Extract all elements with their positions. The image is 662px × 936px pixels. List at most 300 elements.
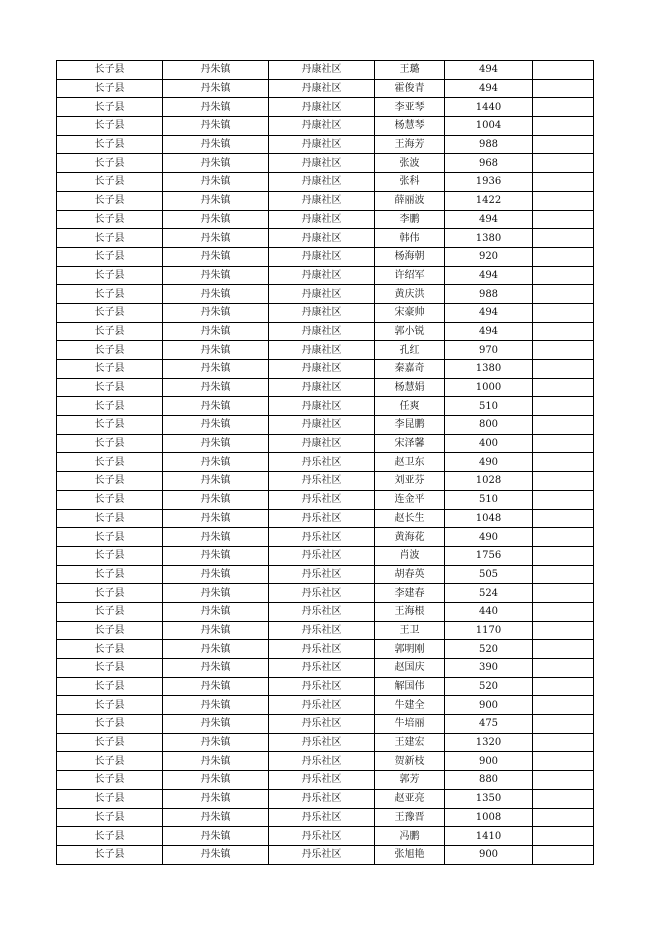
- county-cell: 长子县: [57, 378, 163, 397]
- table-row: [57, 154, 594, 173]
- note-cell: [533, 752, 594, 771]
- amount-cell: 494: [445, 79, 533, 98]
- town-cell: 丹朱镇: [163, 79, 269, 98]
- note-cell: [533, 677, 594, 696]
- name-cell: 张波: [375, 154, 445, 173]
- note-cell: [533, 602, 594, 621]
- name-cell: 王海根: [375, 602, 445, 621]
- name-cell: 王璐: [375, 61, 445, 80]
- town-cell: 丹朱镇: [163, 771, 269, 790]
- town-cell: 丹朱镇: [163, 845, 269, 864]
- amount-cell: 968: [445, 154, 533, 173]
- county-cell: 长子县: [57, 266, 163, 285]
- town-cell: 丹朱镇: [163, 659, 269, 678]
- county-cell: 长子县: [57, 247, 163, 266]
- amount-cell: 520: [445, 640, 533, 659]
- county-cell: 长子县: [57, 509, 163, 528]
- community-cell: 丹乐社区: [269, 621, 375, 640]
- table-row: [57, 490, 594, 509]
- name-cell: 李建春: [375, 584, 445, 603]
- community-cell: 丹康社区: [269, 285, 375, 304]
- note-cell: [533, 98, 594, 117]
- note-cell: [533, 621, 594, 640]
- note-cell: [533, 191, 594, 210]
- community-cell: 丹康社区: [269, 210, 375, 229]
- town-cell: 丹朱镇: [163, 490, 269, 509]
- amount-cell: 494: [445, 61, 533, 80]
- community-cell: 丹乐社区: [269, 715, 375, 734]
- table-row: [57, 659, 594, 678]
- town-cell: 丹朱镇: [163, 789, 269, 808]
- town-cell: 丹朱镇: [163, 565, 269, 584]
- town-cell: 丹朱镇: [163, 135, 269, 154]
- name-cell: 赵长生: [375, 509, 445, 528]
- county-cell: 长子县: [57, 696, 163, 715]
- county-cell: 长子县: [57, 117, 163, 136]
- name-cell: 赵国庆: [375, 659, 445, 678]
- community-cell: 丹康社区: [269, 378, 375, 397]
- name-cell: 王豫晋: [375, 808, 445, 827]
- table-row: [57, 322, 594, 341]
- name-cell: 杨慧娟: [375, 378, 445, 397]
- note-cell: [533, 696, 594, 715]
- county-cell: 长子县: [57, 360, 163, 379]
- amount-cell: 490: [445, 453, 533, 472]
- county-cell: 长子县: [57, 154, 163, 173]
- table-row: [57, 378, 594, 397]
- note-cell: [533, 546, 594, 565]
- town-cell: 丹朱镇: [163, 341, 269, 360]
- table-row: [57, 565, 594, 584]
- community-cell: 丹乐社区: [269, 752, 375, 771]
- community-cell: 丹乐社区: [269, 845, 375, 864]
- note-cell: [533, 135, 594, 154]
- county-cell: 长子县: [57, 565, 163, 584]
- amount-cell: 900: [445, 752, 533, 771]
- town-cell: 丹朱镇: [163, 98, 269, 117]
- county-cell: 长子县: [57, 677, 163, 696]
- community-cell: 丹乐社区: [269, 509, 375, 528]
- note-cell: [533, 584, 594, 603]
- community-cell: 丹乐社区: [269, 827, 375, 846]
- town-cell: 丹朱镇: [163, 322, 269, 341]
- county-cell: 长子县: [57, 397, 163, 416]
- town-cell: 丹朱镇: [163, 303, 269, 322]
- amount-cell: 1422: [445, 191, 533, 210]
- amount-cell: 800: [445, 416, 533, 435]
- table-row: [57, 808, 594, 827]
- note-cell: [533, 397, 594, 416]
- community-cell: 丹乐社区: [269, 789, 375, 808]
- amount-cell: 1170: [445, 621, 533, 640]
- town-cell: 丹朱镇: [163, 154, 269, 173]
- name-cell: 王卫: [375, 621, 445, 640]
- town-cell: 丹朱镇: [163, 266, 269, 285]
- amount-cell: 475: [445, 715, 533, 734]
- name-cell: 肖波: [375, 546, 445, 565]
- town-cell: 丹朱镇: [163, 378, 269, 397]
- county-cell: 长子县: [57, 79, 163, 98]
- amount-cell: 510: [445, 490, 533, 509]
- county-cell: 长子县: [57, 98, 163, 117]
- note-cell: [533, 416, 594, 435]
- name-cell: 赵卫东: [375, 453, 445, 472]
- amount-cell: 494: [445, 322, 533, 341]
- county-cell: 长子县: [57, 229, 163, 248]
- amount-cell: 494: [445, 210, 533, 229]
- amount-cell: 988: [445, 135, 533, 154]
- note-cell: [533, 509, 594, 528]
- name-cell: 牛培丽: [375, 715, 445, 734]
- name-cell: 郭芳: [375, 771, 445, 790]
- community-cell: 丹康社区: [269, 303, 375, 322]
- name-cell: 霍俊青: [375, 79, 445, 98]
- note-cell: [533, 434, 594, 453]
- town-cell: 丹朱镇: [163, 434, 269, 453]
- county-cell: 长子县: [57, 659, 163, 678]
- community-cell: 丹乐社区: [269, 453, 375, 472]
- town-cell: 丹朱镇: [163, 472, 269, 491]
- community-cell: 丹乐社区: [269, 696, 375, 715]
- community-cell: 丹乐社区: [269, 584, 375, 603]
- note-cell: [533, 490, 594, 509]
- community-cell: 丹康社区: [269, 61, 375, 80]
- table-row: [57, 771, 594, 790]
- community-cell: 丹乐社区: [269, 565, 375, 584]
- county-cell: 长子县: [57, 322, 163, 341]
- town-cell: 丹朱镇: [163, 827, 269, 846]
- note-cell: [533, 378, 594, 397]
- amount-cell: 1000: [445, 378, 533, 397]
- amount-cell: 1380: [445, 229, 533, 248]
- amount-cell: 880: [445, 771, 533, 790]
- amount-cell: 400: [445, 434, 533, 453]
- table-row: [57, 341, 594, 360]
- town-cell: 丹朱镇: [163, 509, 269, 528]
- name-cell: 黄海花: [375, 528, 445, 547]
- note-cell: [533, 565, 594, 584]
- county-cell: 长子县: [57, 490, 163, 509]
- community-cell: 丹乐社区: [269, 640, 375, 659]
- name-cell: 许绍军: [375, 266, 445, 285]
- note-cell: [533, 266, 594, 285]
- note-cell: [533, 771, 594, 790]
- note-cell: [533, 247, 594, 266]
- note-cell: [533, 117, 594, 136]
- name-cell: 王建宏: [375, 733, 445, 752]
- table-row: [57, 360, 594, 379]
- community-cell: 丹康社区: [269, 341, 375, 360]
- note-cell: [533, 808, 594, 827]
- note-cell: [533, 303, 594, 322]
- amount-cell: 1004: [445, 117, 533, 136]
- name-cell: 李亚琴: [375, 98, 445, 117]
- table-row: [57, 584, 594, 603]
- community-cell: 丹康社区: [269, 229, 375, 248]
- note-cell: [533, 472, 594, 491]
- town-cell: 丹朱镇: [163, 752, 269, 771]
- community-cell: 丹乐社区: [269, 771, 375, 790]
- county-cell: 长子县: [57, 416, 163, 435]
- amount-cell: 494: [445, 266, 533, 285]
- town-cell: 丹朱镇: [163, 117, 269, 136]
- name-cell: 牛建全: [375, 696, 445, 715]
- community-cell: 丹乐社区: [269, 472, 375, 491]
- note-cell: [533, 210, 594, 229]
- town-cell: 丹朱镇: [163, 733, 269, 752]
- name-cell: 刘亚芬: [375, 472, 445, 491]
- name-cell: 张旭艳: [375, 845, 445, 864]
- town-cell: 丹朱镇: [163, 453, 269, 472]
- county-cell: 长子县: [57, 341, 163, 360]
- community-cell: 丹康社区: [269, 135, 375, 154]
- amount-cell: 1320: [445, 733, 533, 752]
- town-cell: 丹朱镇: [163, 229, 269, 248]
- table-row: [57, 247, 594, 266]
- county-cell: 长子县: [57, 453, 163, 472]
- county-cell: 长子县: [57, 285, 163, 304]
- community-cell: 丹乐社区: [269, 528, 375, 547]
- amount-cell: 520: [445, 677, 533, 696]
- community-cell: 丹康社区: [269, 173, 375, 192]
- county-cell: 长子县: [57, 771, 163, 790]
- note-cell: [533, 154, 594, 173]
- town-cell: 丹朱镇: [163, 360, 269, 379]
- name-cell: 李鹏: [375, 210, 445, 229]
- amount-cell: 1756: [445, 546, 533, 565]
- name-cell: 王海芳: [375, 135, 445, 154]
- county-cell: 长子县: [57, 191, 163, 210]
- amount-cell: 920: [445, 247, 533, 266]
- name-cell: 解国伟: [375, 677, 445, 696]
- county-cell: 长子县: [57, 602, 163, 621]
- county-cell: 长子县: [57, 827, 163, 846]
- roster-table: [56, 60, 594, 865]
- table-row: [57, 117, 594, 136]
- amount-cell: 970: [445, 341, 533, 360]
- note-cell: [533, 640, 594, 659]
- county-cell: 长子县: [57, 715, 163, 734]
- amount-cell: 494: [445, 303, 533, 322]
- county-cell: 长子县: [57, 789, 163, 808]
- community-cell: 丹康社区: [269, 247, 375, 266]
- county-cell: 长子县: [57, 808, 163, 827]
- name-cell: 黄庆洪: [375, 285, 445, 304]
- amount-cell: 1350: [445, 789, 533, 808]
- amount-cell: 1028: [445, 472, 533, 491]
- community-cell: 丹康社区: [269, 360, 375, 379]
- note-cell: [533, 322, 594, 341]
- table-row: [57, 827, 594, 846]
- town-cell: 丹朱镇: [163, 546, 269, 565]
- roster-table-body: [57, 61, 594, 865]
- table-row: [57, 453, 594, 472]
- community-cell: 丹乐社区: [269, 602, 375, 621]
- name-cell: 孔红: [375, 341, 445, 360]
- table-row: [57, 191, 594, 210]
- town-cell: 丹朱镇: [163, 602, 269, 621]
- town-cell: 丹朱镇: [163, 677, 269, 696]
- note-cell: [533, 789, 594, 808]
- town-cell: 丹朱镇: [163, 416, 269, 435]
- name-cell: 连金平: [375, 490, 445, 509]
- county-cell: 长子县: [57, 135, 163, 154]
- table-row: [57, 528, 594, 547]
- community-cell: 丹乐社区: [269, 659, 375, 678]
- note-cell: [533, 659, 594, 678]
- name-cell: 秦嘉奇: [375, 360, 445, 379]
- name-cell: 宋豪帅: [375, 303, 445, 322]
- community-cell: 丹乐社区: [269, 677, 375, 696]
- county-cell: 长子县: [57, 584, 163, 603]
- table-row: [57, 416, 594, 435]
- community-cell: 丹乐社区: [269, 546, 375, 565]
- amount-cell: 1048: [445, 509, 533, 528]
- name-cell: 胡春英: [375, 565, 445, 584]
- amount-cell: 490: [445, 528, 533, 547]
- community-cell: 丹康社区: [269, 416, 375, 435]
- name-cell: 郭小锐: [375, 322, 445, 341]
- county-cell: 长子县: [57, 61, 163, 80]
- community-cell: 丹康社区: [269, 434, 375, 453]
- amount-cell: 1440: [445, 98, 533, 117]
- town-cell: 丹朱镇: [163, 696, 269, 715]
- name-cell: 郭明刚: [375, 640, 445, 659]
- community-cell: 丹乐社区: [269, 733, 375, 752]
- amount-cell: 900: [445, 696, 533, 715]
- name-cell: 李昆鹏: [375, 416, 445, 435]
- county-cell: 长子县: [57, 621, 163, 640]
- name-cell: 任爽: [375, 397, 445, 416]
- name-cell: 冯鹏: [375, 827, 445, 846]
- table-row: [57, 79, 594, 98]
- county-cell: 长子县: [57, 472, 163, 491]
- community-cell: 丹康社区: [269, 322, 375, 341]
- county-cell: 长子县: [57, 303, 163, 322]
- community-cell: 丹乐社区: [269, 808, 375, 827]
- table-row: [57, 229, 594, 248]
- community-cell: 丹康社区: [269, 79, 375, 98]
- table-row: [57, 303, 594, 322]
- note-cell: [533, 61, 594, 80]
- note-cell: [533, 360, 594, 379]
- community-cell: 丹康社区: [269, 98, 375, 117]
- name-cell: 宋泽馨: [375, 434, 445, 453]
- name-cell: 张科: [375, 173, 445, 192]
- town-cell: 丹朱镇: [163, 715, 269, 734]
- town-cell: 丹朱镇: [163, 285, 269, 304]
- amount-cell: 1410: [445, 827, 533, 846]
- name-cell: 杨慧琴: [375, 117, 445, 136]
- note-cell: [533, 715, 594, 734]
- community-cell: 丹康社区: [269, 397, 375, 416]
- town-cell: 丹朱镇: [163, 808, 269, 827]
- town-cell: 丹朱镇: [163, 191, 269, 210]
- table-row: [57, 434, 594, 453]
- table-row: [57, 61, 594, 80]
- note-cell: [533, 528, 594, 547]
- note-cell: [533, 229, 594, 248]
- town-cell: 丹朱镇: [163, 621, 269, 640]
- town-cell: 丹朱镇: [163, 397, 269, 416]
- table-row: [57, 789, 594, 808]
- table-row: [57, 677, 594, 696]
- name-cell: 赵亚亮: [375, 789, 445, 808]
- table-row: [57, 135, 594, 154]
- county-cell: 长子县: [57, 173, 163, 192]
- table-row: [57, 602, 594, 621]
- town-cell: 丹朱镇: [163, 210, 269, 229]
- note-cell: [533, 285, 594, 304]
- county-cell: 长子县: [57, 210, 163, 229]
- amount-cell: 390: [445, 659, 533, 678]
- table-row: [57, 640, 594, 659]
- table-row: [57, 472, 594, 491]
- county-cell: 长子县: [57, 845, 163, 864]
- name-cell: 杨海朝: [375, 247, 445, 266]
- table-row: [57, 509, 594, 528]
- table-row: [57, 752, 594, 771]
- county-cell: 长子县: [57, 546, 163, 565]
- community-cell: 丹康社区: [269, 154, 375, 173]
- table-row: [57, 696, 594, 715]
- name-cell: 贺新枝: [375, 752, 445, 771]
- county-cell: 长子县: [57, 733, 163, 752]
- table-row: [57, 98, 594, 117]
- note-cell: [533, 341, 594, 360]
- town-cell: 丹朱镇: [163, 61, 269, 80]
- town-cell: 丹朱镇: [163, 640, 269, 659]
- note-cell: [533, 733, 594, 752]
- amount-cell: 1008: [445, 808, 533, 827]
- amount-cell: 1380: [445, 360, 533, 379]
- county-cell: 长子县: [57, 528, 163, 547]
- note-cell: [533, 79, 594, 98]
- amount-cell: 524: [445, 584, 533, 603]
- amount-cell: 1936: [445, 173, 533, 192]
- town-cell: 丹朱镇: [163, 584, 269, 603]
- amount-cell: 510: [445, 397, 533, 416]
- town-cell: 丹朱镇: [163, 247, 269, 266]
- county-cell: 长子县: [57, 752, 163, 771]
- amount-cell: 440: [445, 602, 533, 621]
- table-row: [57, 285, 594, 304]
- town-cell: 丹朱镇: [163, 173, 269, 192]
- table-row: [57, 266, 594, 285]
- community-cell: 丹康社区: [269, 117, 375, 136]
- county-cell: 长子县: [57, 434, 163, 453]
- note-cell: [533, 845, 594, 864]
- amount-cell: 505: [445, 565, 533, 584]
- town-cell: 丹朱镇: [163, 528, 269, 547]
- table-row: [57, 210, 594, 229]
- note-cell: [533, 173, 594, 192]
- note-cell: [533, 453, 594, 472]
- table-row: [57, 845, 594, 864]
- table-row: [57, 715, 594, 734]
- community-cell: 丹康社区: [269, 191, 375, 210]
- table-row: [57, 733, 594, 752]
- community-cell: 丹康社区: [269, 266, 375, 285]
- table-row: [57, 173, 594, 192]
- note-cell: [533, 827, 594, 846]
- amount-cell: 900: [445, 845, 533, 864]
- table-row: [57, 621, 594, 640]
- table-row: [57, 397, 594, 416]
- community-cell: 丹乐社区: [269, 490, 375, 509]
- name-cell: 薛丽波: [375, 191, 445, 210]
- amount-cell: 988: [445, 285, 533, 304]
